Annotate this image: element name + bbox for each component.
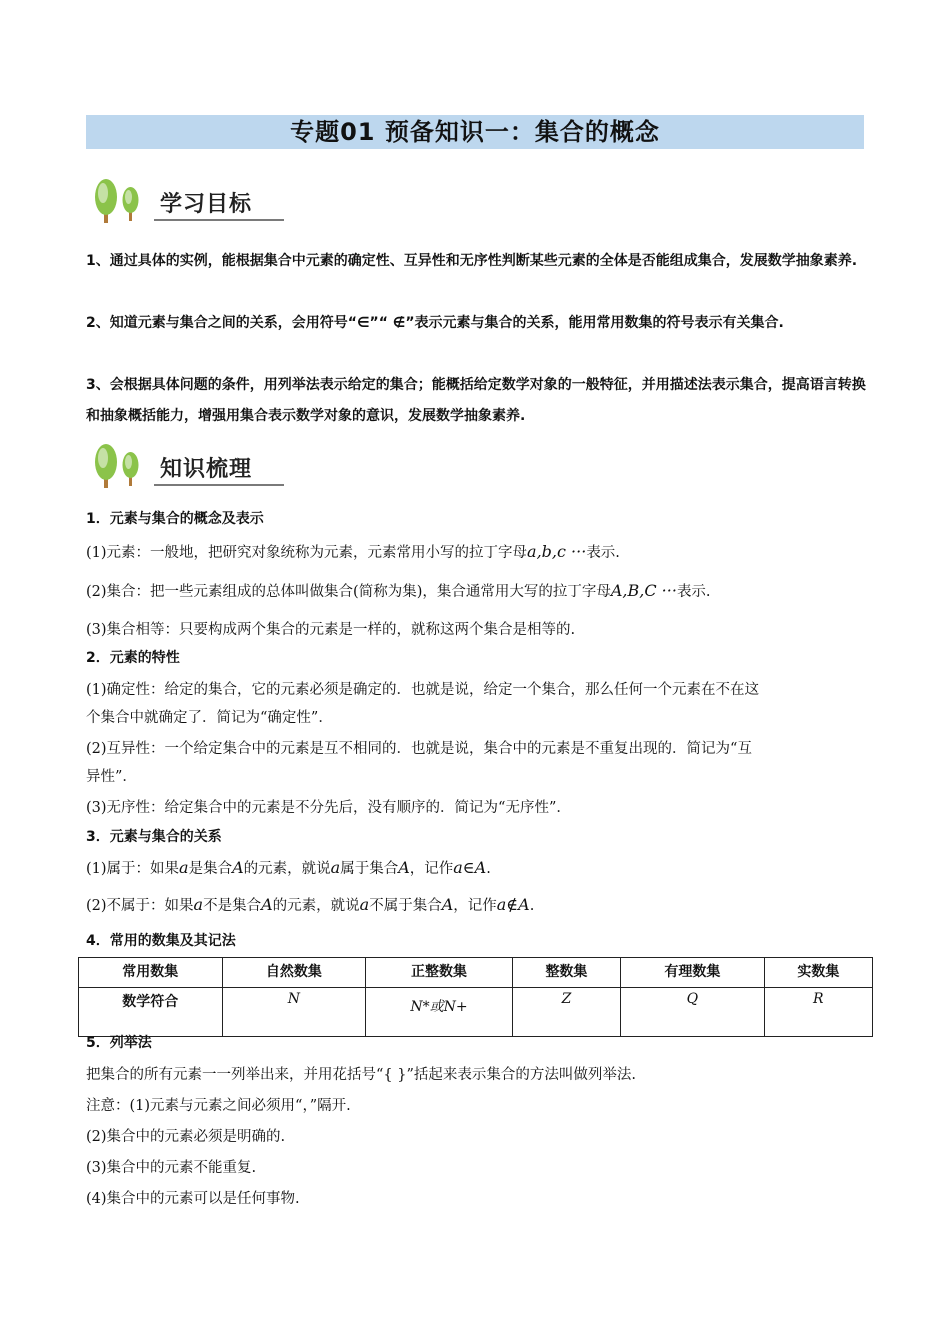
k2-heading: 2．元素的特性 xyxy=(86,650,180,666)
k5-line: (3)集合中的元素不能重复. xyxy=(86,1160,257,1176)
k3-math: a xyxy=(359,895,370,914)
k3-text: 属于集合 xyxy=(340,861,399,877)
table-header-cell: 有理数集 xyxy=(621,958,765,988)
k3-text: 不属于集合 xyxy=(369,898,442,914)
k1-element-math: a,b,c ··· xyxy=(527,542,587,561)
k5-line: (2)集合中的元素必须是明确的. xyxy=(86,1129,286,1145)
k3-math: a∈A xyxy=(453,858,487,877)
k3-math: A xyxy=(261,895,273,914)
section-head-goals xyxy=(90,175,290,231)
k5-line: 把集合的所有元素一一列举出来，并用花括号“{ }”括起来表示集合的方法叫做列举法. xyxy=(86,1067,636,1083)
title-bar xyxy=(86,115,864,149)
section-underline xyxy=(154,484,284,486)
section-label-knowledge: 知识梳理 xyxy=(160,457,253,482)
k3-text: (1)属于：如果 xyxy=(86,861,180,877)
k3-belong xyxy=(86,857,491,878)
k1-element-end: 表示. xyxy=(586,545,620,561)
k3-math: A xyxy=(398,858,410,877)
section-head-knowledge xyxy=(90,440,290,496)
k3-math: a∉A xyxy=(496,895,530,914)
tree-icon xyxy=(90,440,150,492)
table-header-cell: 常用数集 xyxy=(79,958,223,988)
k3-math: a xyxy=(179,858,189,877)
k2-p3: (3)无序性：给定集合中的元素是不分先后，没有顺序的．简记为“无序性”． xyxy=(86,800,571,816)
k4-heading: 4．常用的数集及其记法 xyxy=(86,933,236,949)
k1-set-math: A,B,C ··· xyxy=(610,581,677,600)
k1-element-text: (1)元素：一般地，把研究对象统称为元素，元素常用小写的拉丁字母 xyxy=(86,545,528,561)
table-row xyxy=(79,988,873,1037)
k3-math: a xyxy=(193,895,204,914)
k5-line: 注意：(1)元素与元素之间必须用“，”隔开. xyxy=(86,1098,351,1114)
k2-p2b: 异性”． xyxy=(86,769,137,785)
k3-math: a xyxy=(330,858,341,877)
k3-text: ，记作 xyxy=(409,861,454,877)
k3-text: 是集合 xyxy=(188,861,233,877)
table-header-cell: 自然数集 xyxy=(222,958,366,988)
k3-text: ，记作 xyxy=(453,898,497,914)
k3-heading: 3．元素与集合的关系 xyxy=(86,829,222,845)
number-sets-table xyxy=(78,957,873,1037)
table-cell: Q xyxy=(621,988,765,1037)
table-cell: R xyxy=(764,988,872,1037)
k2-p2a: (2)互异性：一个给定集合中的元素是互不相同的．也就是说，集合中的元素是不重复出现的．简记为“互 xyxy=(86,741,752,757)
page-title: 专题01 预备知识一：集合的概念 xyxy=(290,118,660,146)
goal-2: 2、知道元素与集合之间的关系，会用符号“∈”“ ∉”表示元素与集合的关系，能用常用数集的符号表示有关集合. xyxy=(86,315,784,331)
k5-line: (4)集合中的元素可以是任何事物. xyxy=(86,1191,300,1207)
k3-notbelong xyxy=(86,894,534,915)
table-row-label: 数学符合 xyxy=(79,988,223,1037)
k2-p1a: (1)确定性：给定的集合，它的元素必须是确定的．也就是说，给定一个集合，那么任何一个元素在不在这 xyxy=(86,682,760,698)
k3-text: . xyxy=(529,898,535,914)
goal-3: 3、会根据具体问题的条件，用列举法表示给定的集合；能概括给定数学对象的一般特征，并用描述法表示集合，提高语言转换和抽象概括能力，增强用集合表示数学对象的意识，发展数学抽象素养. xyxy=(86,377,866,424)
k3-math: A xyxy=(232,858,244,877)
goal-1: 1、通过具体的实例，能根据集合中元素的确定性、互异性和无序性判断某些元素的全体是否能组成集合，发展数学抽象素养. xyxy=(86,253,858,269)
section-label-goals: 学习目标 xyxy=(160,192,253,217)
section-underline xyxy=(154,219,284,221)
k1-set-end: 表示. xyxy=(676,584,711,600)
table-header-cell: 正整数集 xyxy=(366,958,513,988)
table-cell: N xyxy=(222,988,366,1037)
k2-p1b: 个集合中就确定了．简记为“确定性”． xyxy=(86,710,333,726)
k3-math: A xyxy=(441,895,454,914)
k3-text: 的元素，就说 xyxy=(243,861,331,877)
k5-heading: 5．列举法 xyxy=(86,1035,152,1051)
tree-icon xyxy=(90,175,150,227)
table-header-cell: 整数集 xyxy=(512,958,620,988)
k3-text: . xyxy=(486,861,491,877)
k3-text: 不是集合 xyxy=(203,898,262,914)
k1-set xyxy=(86,580,711,601)
table-header-cell: 实数集 xyxy=(764,958,872,988)
k1-element xyxy=(86,541,620,562)
k1-heading: 1．元素与集合的概念及表示 xyxy=(86,511,264,527)
k1-equal: (3)集合相等：只要构成两个集合的元素是一样的，就称这两个集合是相等的. xyxy=(86,622,576,638)
k3-text: (2)不属于：如果 xyxy=(86,898,194,914)
k3-text: 的元素，就说 xyxy=(272,898,360,914)
table-cell: N*或N+ xyxy=(366,988,513,1037)
k1-set-text: (2)集合：把一些元素组成的总体叫做集合(简称为集)，集合通常用大写的拉丁字母 xyxy=(86,584,611,600)
table-header-row xyxy=(79,958,873,988)
table-cell: Z xyxy=(512,988,620,1037)
